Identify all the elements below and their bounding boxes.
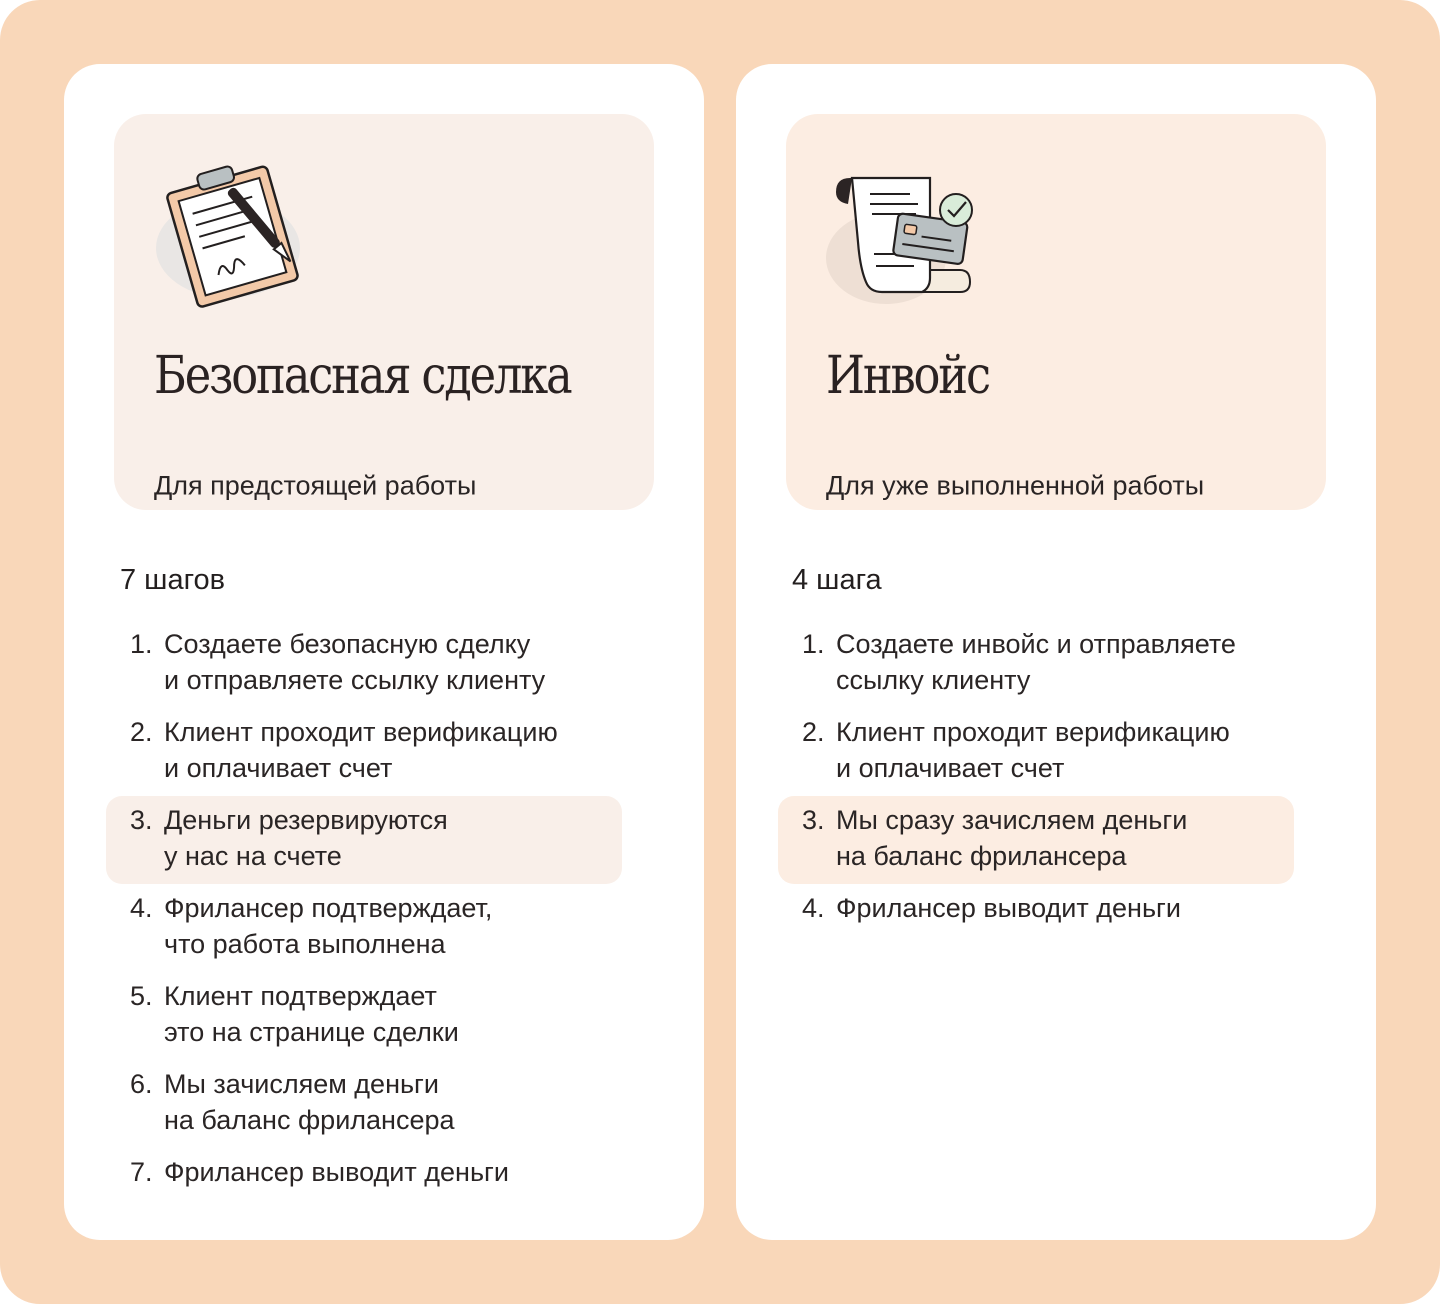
step-item [106, 708, 622, 796]
step-item [106, 884, 622, 972]
step-number: 1. [802, 629, 825, 659]
safe-deal-title: Безопасная сделка [154, 346, 571, 406]
step-text: на баланс фрилансера [836, 841, 1127, 871]
step-item-highlighted [778, 796, 1294, 884]
step-item [106, 1148, 622, 1236]
invoice-receipt-card-icon [822, 158, 992, 308]
step-number: 6. [130, 1069, 153, 1099]
step-text: и оплачивает счет [836, 753, 1065, 783]
step-item [778, 708, 1294, 796]
safe-deal-steps-list [106, 620, 622, 1236]
step-text: Клиент проходит верификацию [164, 717, 558, 747]
step-item [106, 1060, 622, 1148]
step-text: Фрилансер выводит деньги [164, 1157, 509, 1187]
step-text: на баланс фрилансера [164, 1105, 455, 1135]
step-text: и оплачивает счет [164, 753, 393, 783]
step-item [106, 620, 622, 708]
step-number: 3. [130, 805, 153, 835]
step-text: Фрилансер подтверждает, [164, 893, 493, 923]
step-number: 5. [130, 981, 153, 1011]
step-item [106, 972, 622, 1060]
step-text: это на странице сделки [164, 1017, 459, 1047]
invoice-steps-count: 4 шага [792, 564, 882, 596]
step-text: Клиент проходит верификацию [836, 717, 1230, 747]
safe-deal-subtitle: Для предстоящей работы [154, 470, 477, 501]
step-text: Деньги резервируются [164, 805, 448, 835]
invoice-steps-list [778, 620, 1294, 972]
step-text: Мы сразу зачисляем деньги [836, 805, 1188, 835]
step-text: Мы зачисляем деньги [164, 1069, 439, 1099]
step-text: Создаете безопасную сделку [164, 629, 531, 659]
clipboard-signature-icon [150, 158, 320, 308]
step-text: Создаете инвойс и отправляете [836, 629, 1236, 659]
step-text: Фрилансер выводит деньги [836, 893, 1181, 923]
safe-deal-hero [114, 114, 654, 510]
step-number: 3. [802, 805, 825, 835]
invoice-card [736, 64, 1376, 1240]
step-text: у нас на счете [164, 841, 342, 871]
step-text: и отправляете ссылку клиенту [164, 665, 546, 695]
step-item-highlighted [106, 796, 622, 884]
step-item [778, 620, 1294, 708]
safe-deal-steps-count: 7 шагов [120, 564, 226, 596]
step-number: 1. [130, 629, 153, 659]
step-number: 2. [130, 717, 153, 747]
step-number: 4. [802, 893, 825, 923]
invoice-title: Инвойс [826, 346, 989, 406]
step-number: 4. [130, 893, 153, 923]
step-text: ссылку клиенту [836, 665, 1031, 695]
step-number: 7. [130, 1157, 153, 1187]
step-text: что работа выполнена [164, 929, 446, 959]
safe-deal-card [64, 64, 704, 1240]
invoice-subtitle: Для уже выполненной работы [826, 470, 1205, 501]
step-text: Клиент подтверждает [164, 981, 437, 1011]
step-item [778, 884, 1294, 972]
step-number: 2. [802, 717, 825, 747]
invoice-hero [786, 114, 1326, 510]
